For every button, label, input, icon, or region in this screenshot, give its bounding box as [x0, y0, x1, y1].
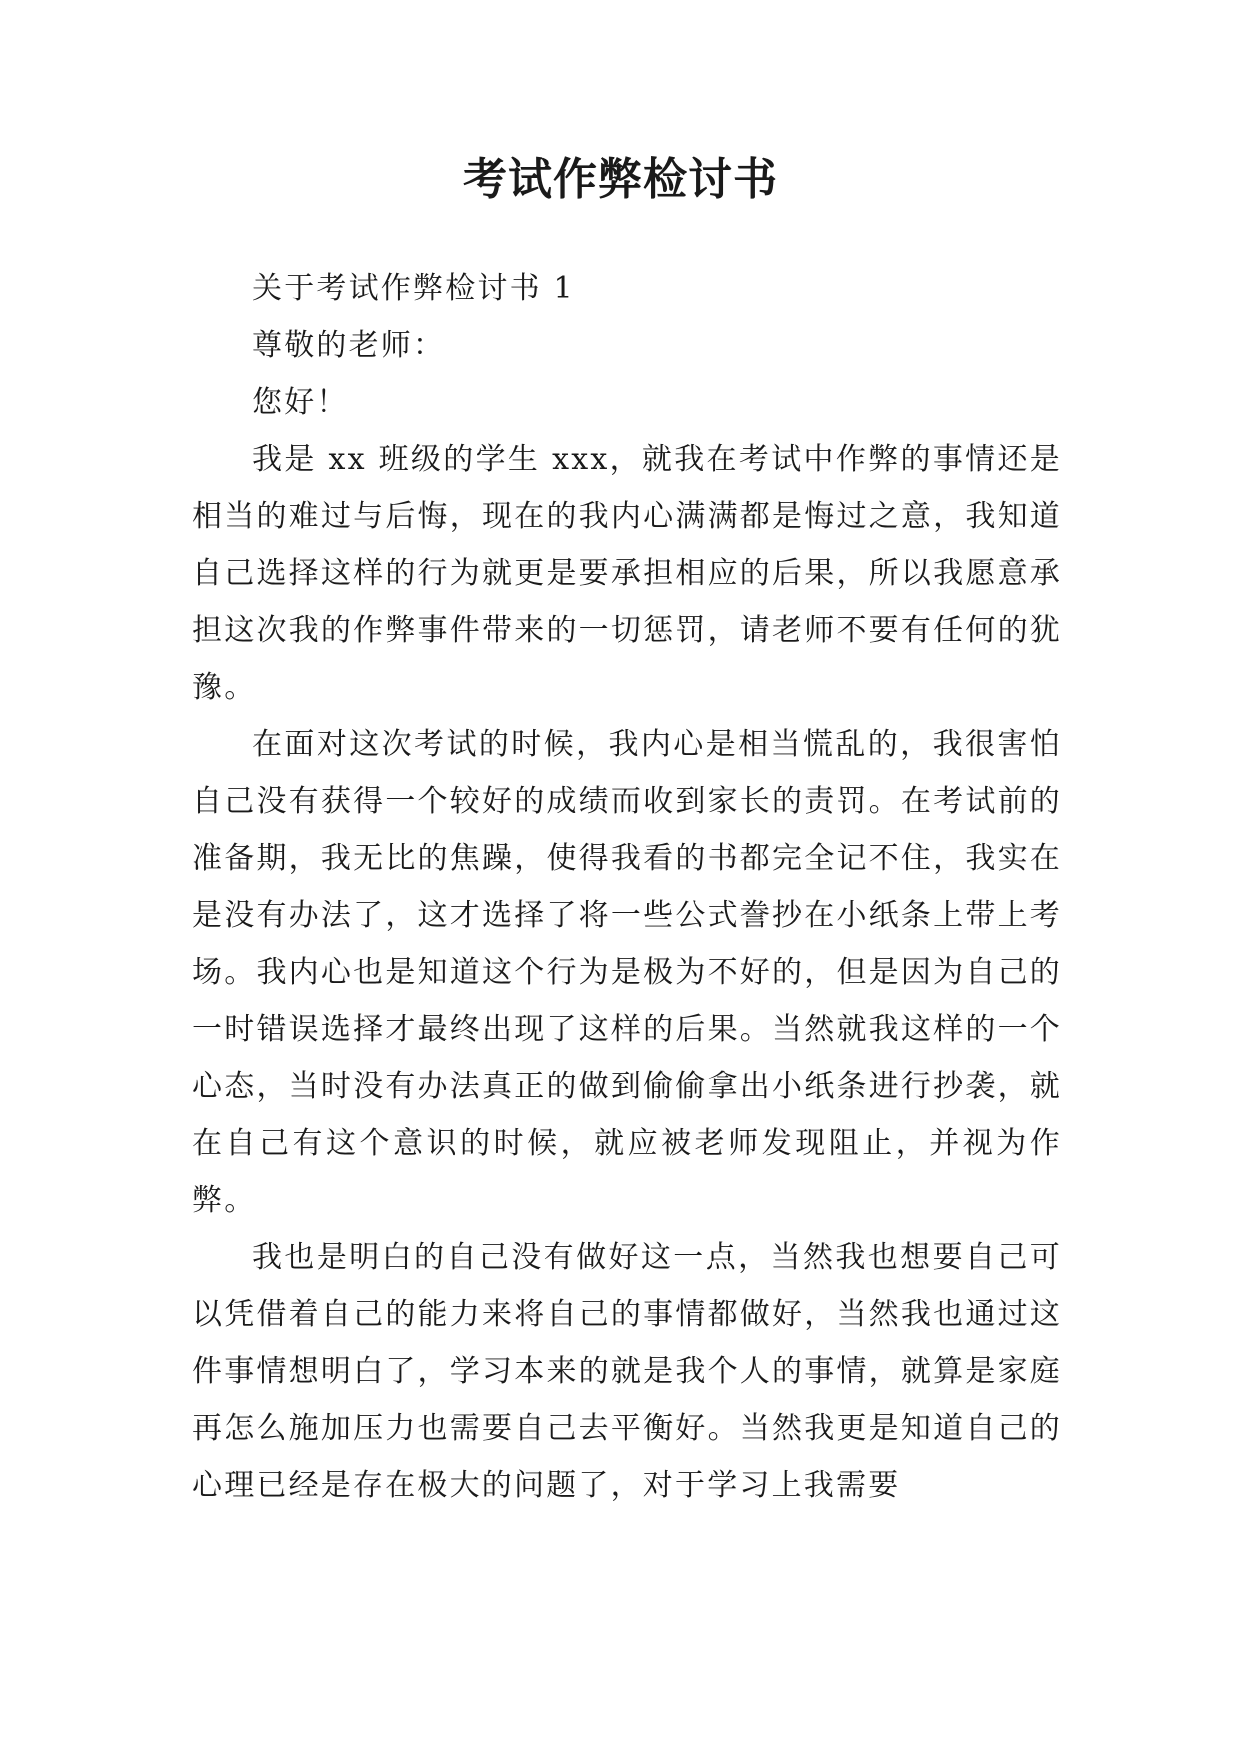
paragraph: 我也是明白的自己没有做好这一点，当然我也想要自己可以凭借着自己的能力来将自己的事情都做好，当然我也通过这件事情想明白了，学习本来的就是我个人的事情，就算是家庭再怎么施加压力也需要自己去平衡好。当然我更是知道自己的心理已经是存在极大的问题了，对于学习上我需要 — [192, 1240, 1062, 1503]
paragraph: 我是 xx 班级的学生 xxx，就我在考试中作弊的事情还是相当的难过与后悔，现在的我内心满满都是悔过之意，我知道自己选择这样的行为就更是要承担相应的后果，所以我愿意承担这次我的作弊事件带来的一切惩罚，请老师不要有任何的犹豫。 — [192, 442, 1062, 705]
document-body — [192, 260, 1062, 1514]
section-heading: 关于考试作弊检讨书 1 — [252, 271, 575, 306]
document-title: 考试作弊检讨书 — [463, 154, 778, 205]
salutation: 尊敬的老师： — [252, 328, 446, 363]
paragraph: 在面对这次考试的时候，我内心是相当慌乱的，我很害怕自己没有获得一个较好的成绩而收到家长的责罚。在考试前的准备期，我无比的焦躁，使得我看的书都完全记不住，我实在是没有办法了，这才选择了将一些公式誊抄在小纸条上带上考场。我内心也是知道这个行为是极为不好的，但是因为自己的一时错误选择才最终出现了这样的后果。当然就我这样的一个心态，当时没有办法真正的做到偷偷拿出小纸条进行抄袭，就在自己有这个意识的时候，就应被老师发现阻止，并视为作弊。 — [192, 727, 1062, 1218]
greeting: 您好！ — [252, 385, 349, 420]
